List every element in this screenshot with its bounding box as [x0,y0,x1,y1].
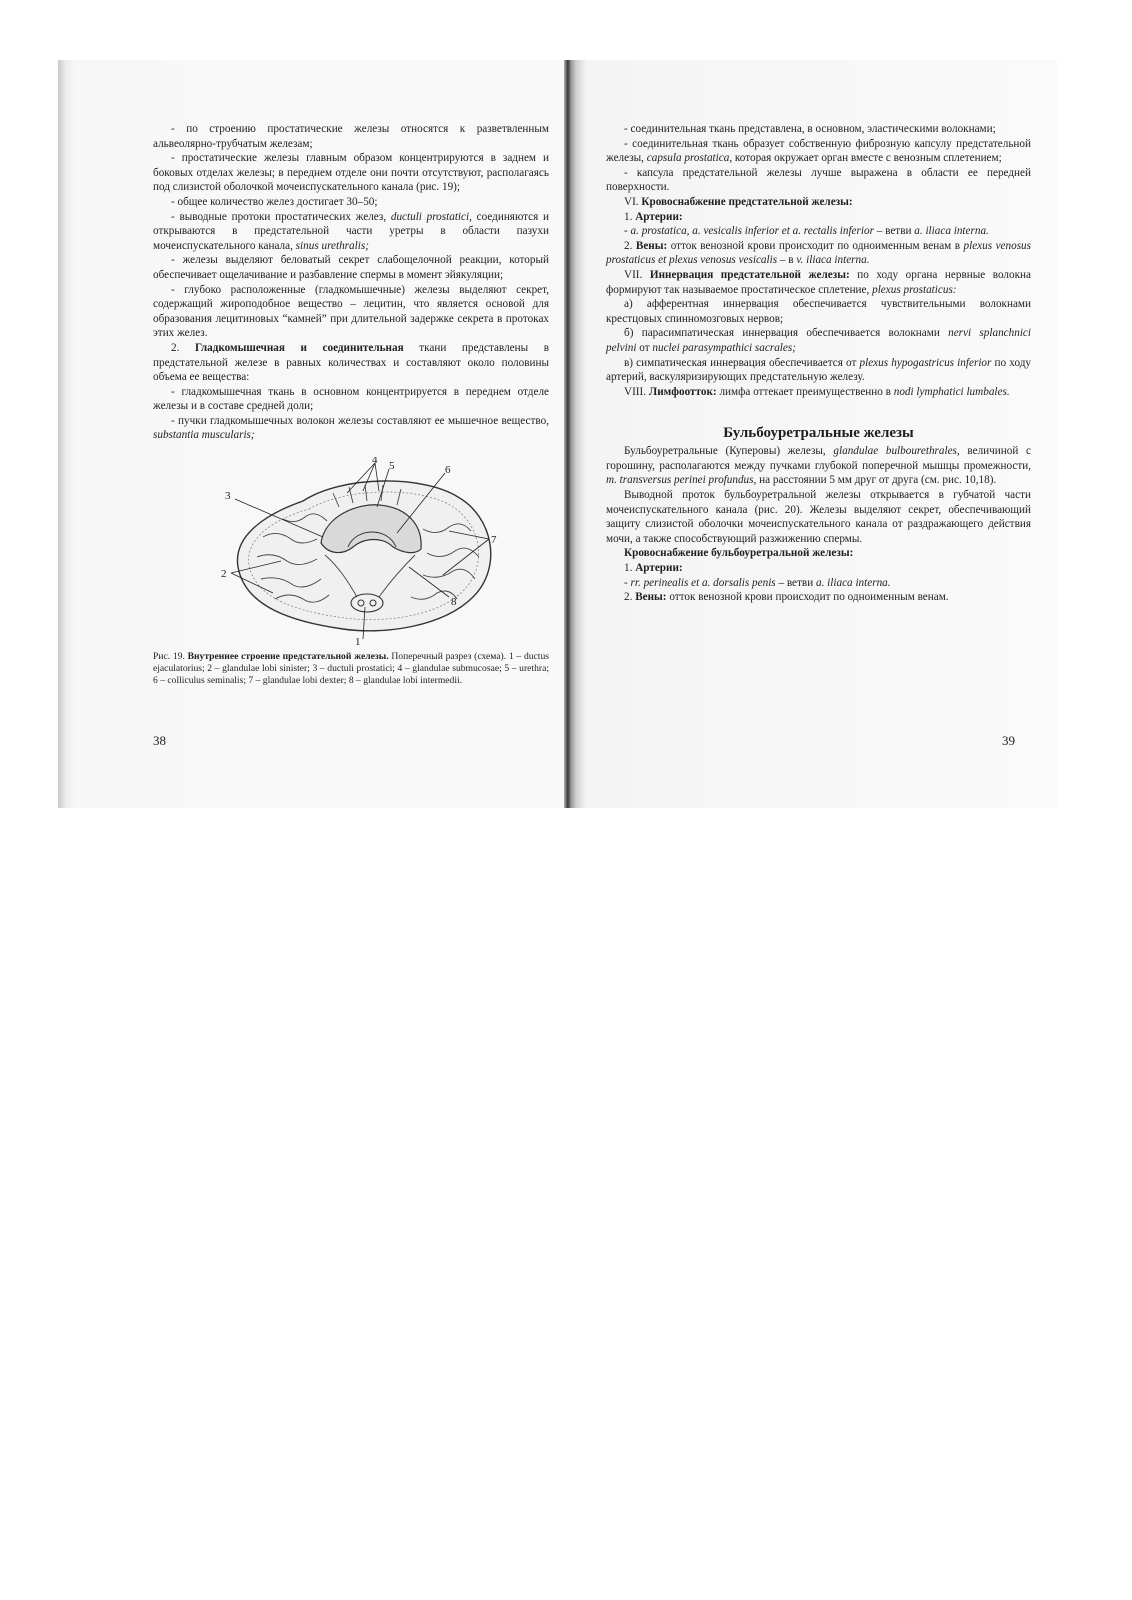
right-page-text [606,122,1031,605]
veins-paragraph [606,590,1031,605]
paragraph: - железы выделяют беловатый секрет слабощелочной реакции, который обеспечивает ощелачивание и разбавление спермы в момент эйякуляции; [153,254,549,281]
figure-label-1: 1 [355,636,361,648]
text: на расстоянии 5 мм друг от друга (см. рис. 10,18). [759,474,997,487]
paragraph: - глубоко расположенные (гладкомышечные) железы выделяют секрет, содержащий жироподобное вещество – лецитин, что является основой для образования лецитиновых “камней” при длительной задержке секрета в протоках этих желез. [153,283,549,340]
text: – ветви [778,576,814,589]
figure-label-2: 2 [221,568,227,581]
section-heading: Кровоснабжение предстательной железы: [641,195,853,208]
latin-term: nodi lymphatici lumbales. [893,385,1010,398]
caption-prefix: Рис. 19. [153,651,185,663]
text: отток венозной крови происходит по одноименным венам в [670,239,961,252]
latin-term: m. transversus perinei profundus, [606,474,757,487]
item-number: 2. [624,591,633,604]
caption-text: Поперечный разрез (схема). 1 – ductus ejaculatorius; 2 – glandulae lobi sinister; 3 – ductuli prostatici; 4 – glandulae submucosae; 5 – urethra; 6 – colliculus seminalis; 7 – glandulae lobi dexter; 8 – glandulae lobi intermedii. [153,651,549,687]
prostate-cross-section-figure [153,457,549,647]
paragraph: - по строению простатические железы относятся к разветвленным альвеолярно-трубчатым железам; [153,123,549,150]
section-6-heading [606,195,1031,210]
paragraph: а) афферентная иннервация обеспечивается чувствительными волокнами крестцовых спинномозговых нервов; [606,298,1031,325]
figure-label-7: 7 [491,534,497,547]
left-page [58,60,564,808]
section-number: VIII. [624,385,647,398]
section-number: 2. [171,341,180,354]
text: - пучки гладкомышечных волокон железы составляют ее мышечное вещество, [171,414,549,427]
latin-term: ductuli prostatici, [390,210,472,223]
item-heading: Артерии: [635,210,683,223]
latin-term: nervi splanchnici pelvini [606,327,1031,354]
text: ткани представлены в предстательной железе в равных количествах и составляют около половины объема ее вещества: [153,341,549,384]
paragraph: Выводной проток бульбоуретральной железы открывается в губчатой части мочеиспускательного канала (рис. 20). Железы выделяют секрет, обеспечивающий защиту слизистой оболочки мочеиспускательного канала от раздражающего действия мочи, а также способствующий разжижению спермы. [606,489,1031,545]
item-heading: Вены: [635,239,668,252]
figure-label-4: 4 [372,457,378,467]
latin-term: v. iliaca interna. [796,254,870,267]
latin-term: plexus prostaticus: [872,283,957,296]
item-number: 1. [624,210,633,223]
latin-term: a. iliaca interna. [815,576,891,589]
section-number: VI. [624,195,639,208]
latin-term: glandulae bulbourethrales, [833,445,960,458]
section-heading: Иннервация предстательной железы: [649,268,850,281]
figure-label-8: 8 [451,596,457,609]
paragraph [606,444,1031,488]
subheading: Кровоснабжение бульбоуретральной железы: [624,547,854,560]
text: от [639,341,650,354]
latin-term: nuclei parasympathici sacrales; [652,341,796,354]
dash: – [876,225,883,238]
text: соединяются и открываются в предстательной части уретры в области пазухи мочеиспускательного канала, [153,210,550,252]
item-number: 1. [624,562,633,575]
text: величиной с горошину, располагаются между пучками глубокой поперечной мышцы промежности, [606,445,1031,472]
paragraph: - общее количество желез достигает 30–50; [171,195,378,208]
paragraph: - соединительная ткань представлена, в основном, эластическими волокнами; [624,123,996,135]
paragraph [153,414,549,443]
figure-label-5: 5 [389,460,395,473]
paragraph [606,356,1031,385]
section-number: VII. [624,268,643,281]
paragraph [606,137,1031,166]
right-page [570,60,1057,808]
latin-term: - a. prostatica, a. vesicalis inferior et a. rectalis inferior [624,225,874,238]
paragraph: - гладкомышечная ткань в основном концентрируется в переднем отделе железы и в составе средней доли; [153,385,549,413]
item-heading: Вены: [635,591,667,604]
latin-term: plexus venosus prostaticus et plexus venosus vesicalis [606,239,1031,267]
text: – в [779,254,794,267]
paragraph [153,210,549,254]
latin-term: substantia muscularis; [153,429,255,442]
section-8-paragraph [606,385,1031,400]
section-7-paragraph [606,268,1031,297]
arteries-paragraph [606,576,1031,591]
latin-term: plexus hypogastricus inferior [859,356,992,369]
prostate-diagram [153,457,549,647]
latin-term: sinus urethralis; [295,239,369,252]
chapter-heading: Бульбоуретральные железы [723,425,914,442]
item-number: 2. [624,239,633,252]
book-spread-scan [58,60,1057,808]
caption-title: Внутреннее строение предстательной железы. [187,651,389,663]
arteries-heading [606,561,1031,576]
figure-label-3: 3 [225,490,231,503]
section-2-paragraph [153,341,549,385]
text: по ходу артерий, васкуляризирующих предстательную железу. [606,356,1032,384]
figure-label-6: 6 [445,464,451,477]
figure-caption [153,651,549,687]
text: по ходу органа нервные волокна формируют так называемое простатическое сплетение, [606,268,1031,296]
latin-term: capsula prostatica, [646,152,733,165]
text: ветви [885,225,912,238]
veins-paragraph [606,239,1031,268]
text: которая окружает орган вместе с венозным сплетением; [734,152,1002,165]
section-heading: Гладкомышечная и соединительная [194,341,404,354]
arteries-heading [606,210,1031,225]
paragraph: - простатические железы главным образом концентрируются в заднем и боковых отделах железы; в переднем отделе они почти отсутствуют, располагаясь под слизистой оболочкой мочеиспускательного канала (рис. 19); [153,152,549,194]
text: отток венозной крови происходит по одноименным венам. [669,591,949,604]
paragraph: - капсула предстательной железы лучше выражена в области ее передней поверхности. [606,166,1031,194]
section-heading: Лимфоотток: [648,385,717,398]
text: Бульбоуретральные (Куперовы) железы, [624,445,826,458]
item-heading: Артерии: [635,562,683,575]
page-number: 39 [1002,733,1015,748]
page-number: 38 [153,733,166,748]
text: в) симпатическая иннервация обеспечивается от [624,356,857,369]
paragraph [606,326,1031,355]
text: - выводные протоки простатических желез, [171,210,387,223]
left-page-text [153,122,549,687]
blood-supply-heading [606,546,1031,561]
arteries-paragraph [606,224,1031,239]
latin-term: - rr. perinealis et a. dorsalis penis [624,576,776,589]
text: лимфа оттекает преимущественно в [719,385,891,398]
latin-term: a. iliaca interna. [914,225,989,238]
text: - соединительная ткань образует собственную фиброзную капсулу предстательной железы, [606,137,1031,165]
text: б) парасимпатическая иннервация обеспечивается волокнами [624,327,940,340]
